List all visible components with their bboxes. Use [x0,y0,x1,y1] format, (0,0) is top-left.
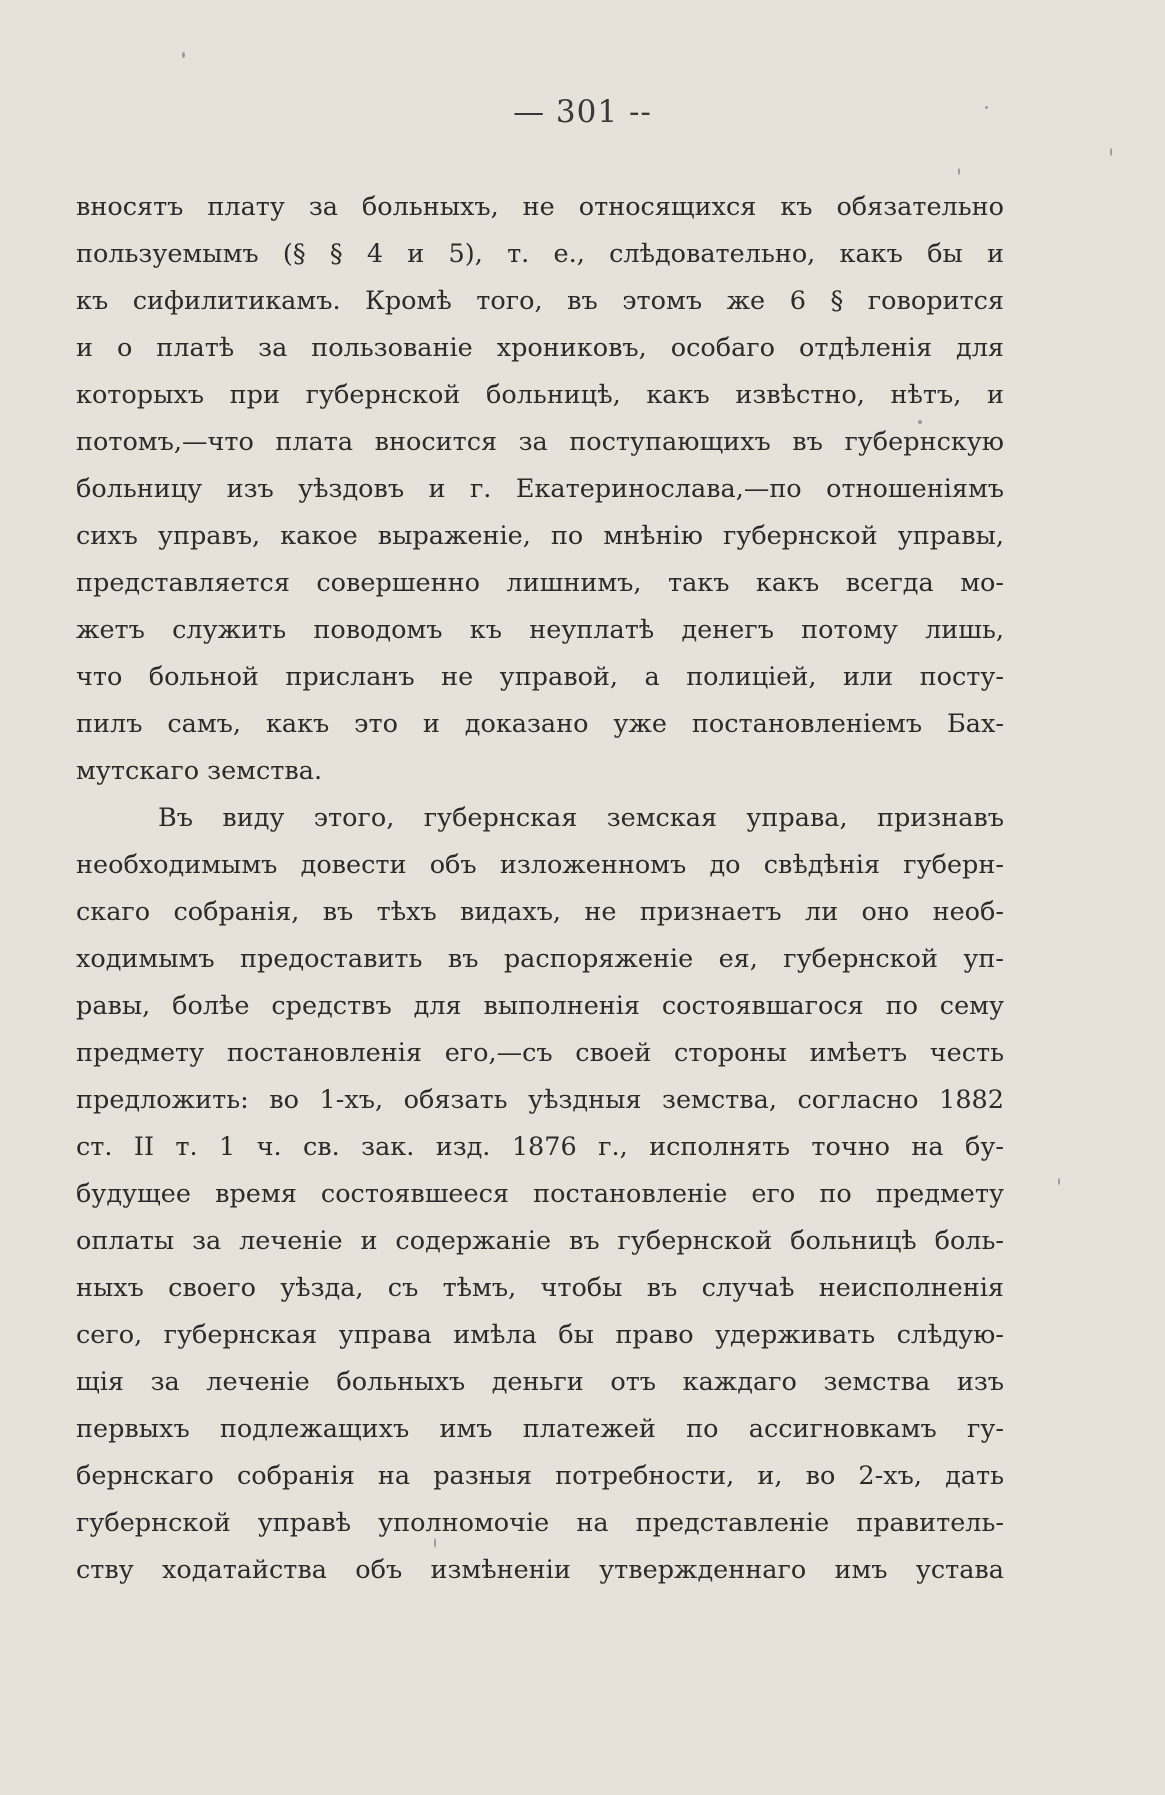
text-line: пользуемымъ (§ § 4 и 5), т. е., слѣдовательно, какъ бы и [76,239,1004,269]
text-line: потомъ,—что плата вносится за поступающихъ въ губернскую [76,427,1004,457]
text-line: ходимымъ предоставить въ распоряженіе ея, губернской уп- [76,944,1004,974]
paper-speck [1058,1178,1060,1185]
text-line: Въ виду этого, губернская земская управа, признавъ [158,803,1004,833]
paper-speck [958,168,960,175]
text-line: оплаты за леченіе и содержаніе въ губернской больницѣ боль- [76,1226,1004,1256]
text-line: необходимымъ довести объ изложенномъ до свѣдѣнія губерн- [76,850,1004,880]
paper-speck [1110,148,1112,156]
text-line: что больной присланъ не управой, а полиціей, или посту- [76,662,1004,692]
text-line: будущее время состоявшееся постановленіе его по предмету [76,1179,1004,1209]
text-line: ст. II т. 1 ч. св. зак. изд. 1876 г., исполнять точно на бу- [76,1132,1004,1162]
text-line: ныхъ своего уѣзда, съ тѣмъ, чтобы въ случаѣ неисполненія [76,1273,1004,1303]
text-line: и о платѣ за пользованіе хрониковъ, особаго отдѣленія для [76,333,1004,363]
paper-speck [985,106,988,109]
paragraph-2 [76,795,1004,1594]
page-number: — 301 -- [513,94,652,130]
text-line: сего, губернская управа имѣла бы право удерживать слѣдую- [76,1320,1004,1350]
text-line: пилъ самъ, какъ это и доказано уже постановленіемъ Бах- [76,709,1004,739]
paper-speck [918,420,922,424]
text-line: предмету постановленія его,—съ своей стороны имѣетъ честь [76,1038,1004,1068]
text-line: бернскаго собранія на разныя потребности, и, во 2-хъ, дать [76,1461,1004,1491]
text-line: первыхъ подлежащихъ имъ платежей по ассигновкамъ гу- [76,1414,1004,1444]
text-line: мутскаго земства. [76,756,323,786]
text-line: которыхъ при губернской больницѣ, какъ извѣстно, нѣтъ, и [76,380,1004,410]
text-line: щія за леченіе больныхъ деньги отъ каждаго земства изъ [76,1367,1004,1397]
text-line: скаго собранія, въ тѣхъ видахъ, не признаетъ ли оно необ- [76,897,1004,927]
paragraph-1 [76,184,1004,795]
text-line: губернской управѣ уполномочіе на представленіе правитель- [76,1508,1004,1538]
text-line: вносятъ плату за больныхъ, не относящихся къ обязательно [76,192,1004,222]
text-line: равы, болѣе средствъ для выполненія состоявшагося по сему [76,991,1004,1021]
text-line: сихъ управъ, какое выраженіе, по мнѣнію губернской управы, [76,521,1004,551]
text-line: къ сифилитикамъ. Кромѣ того, въ этомъ же 6 § говорится [76,286,1004,316]
text-line: представляется совершенно лишнимъ, такъ какъ всегда мо- [76,568,1004,598]
paper-speck [182,52,185,58]
paper-speck [434,1538,436,1548]
text-line: жетъ служить поводомъ къ неуплатѣ денегъ потому лишь, [76,615,1004,645]
body-text [76,184,1004,1594]
text-line: больницу изъ уѣздовъ и г. Екатеринослава,—по отношеніямъ [76,474,1004,504]
text-line: предложить: во 1-хъ, обязать уѣздныя земства, согласно 1882 [76,1085,1004,1115]
text-line: ству ходатайства объ измѣненіи утвержденнаго имъ устава [76,1555,1004,1585]
